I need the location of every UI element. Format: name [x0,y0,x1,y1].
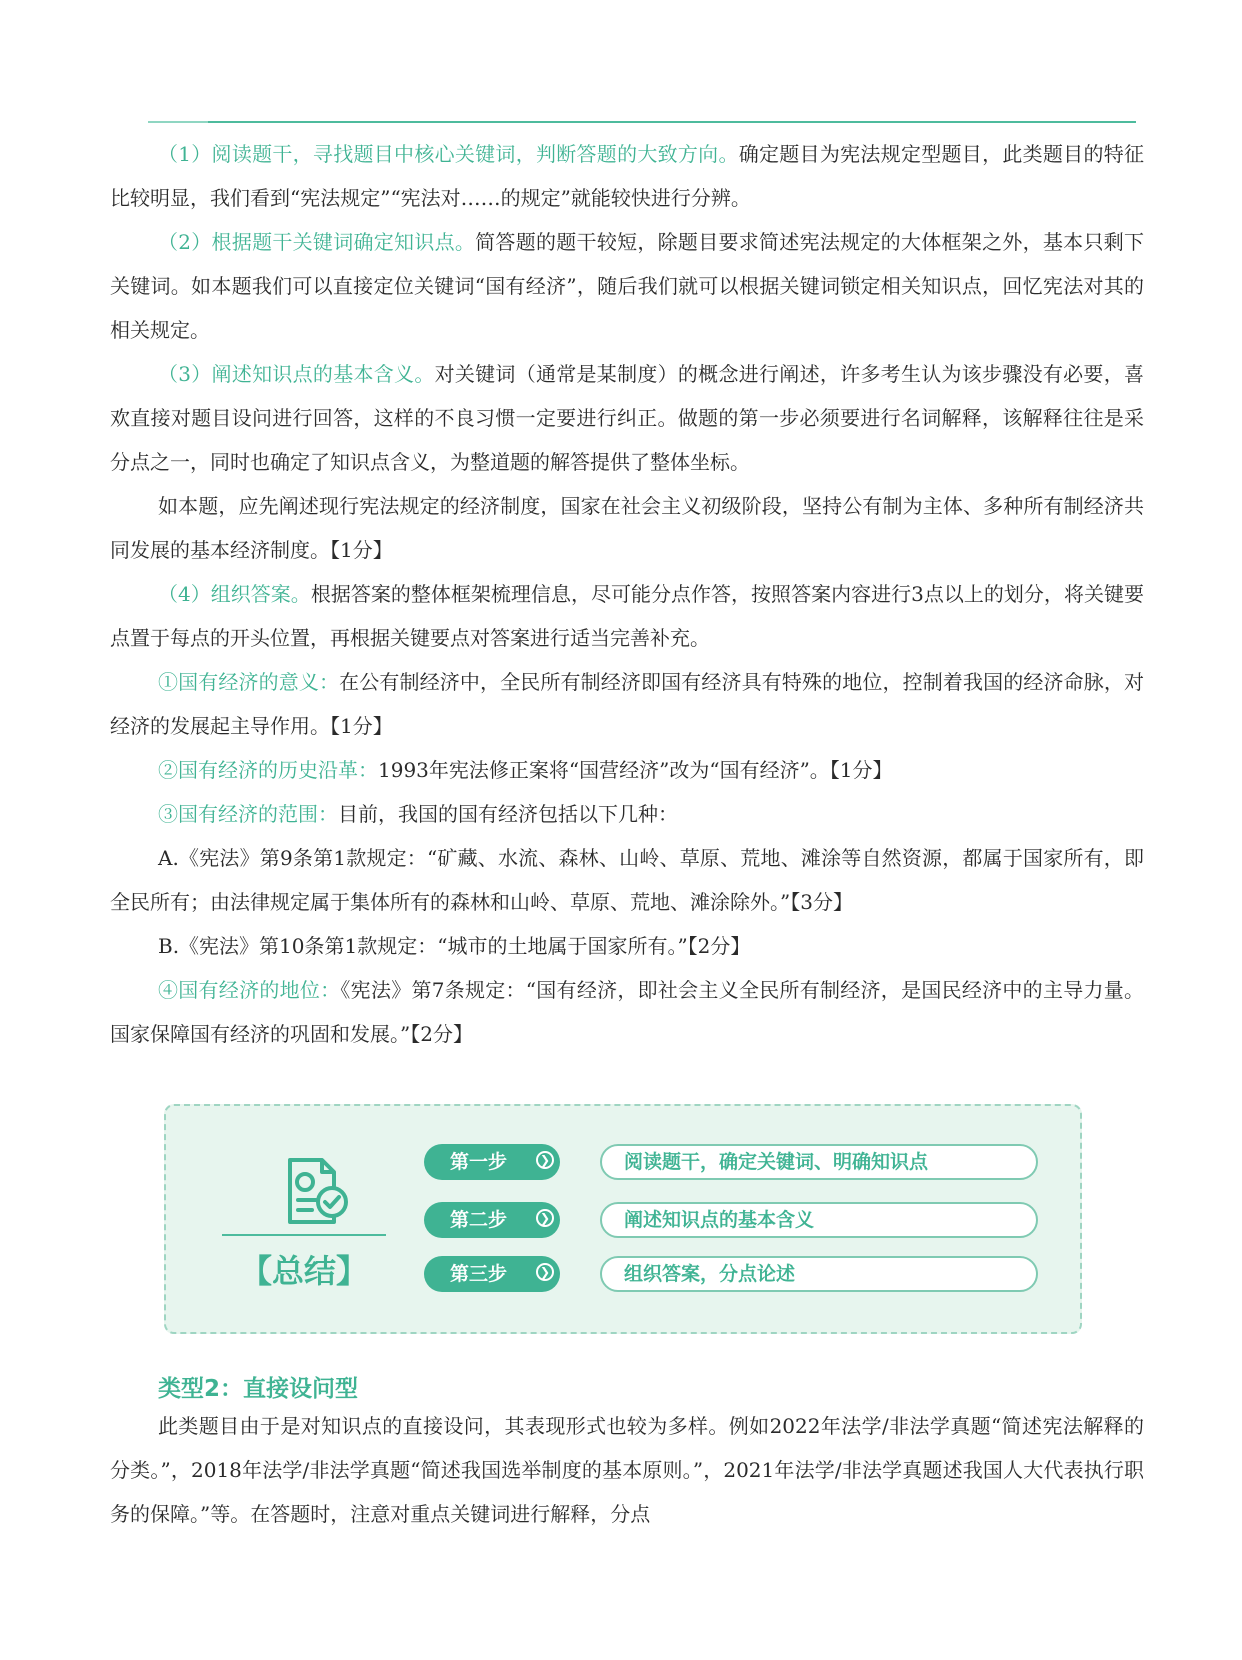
chevron-right-icon: ❯ [536,1151,554,1169]
paragraph-1 [110,132,1144,220]
paragraph-text: 根据答案的整体框架梳理信息，尽可能分点作答，按照答案内容进行3点以上的划分，将关键要点置于每点的开头位置，再根据关键要点对答案进行适当完善补充。 [110,582,1144,650]
section-paragraph: 此类题目由于是对知识点的直接设问，其表现形式也较为多样。例如2022年法学/非法学真题“简述宪法解释的分类。”，2018年法学/非法学真题“简述我国选举制度的基本原则。”，2021年法学/非法学真题述我国人大代表执行职务的保障。”等。在答题时，注意对重点关键词进行解释，分点 [110,1414,1144,1526]
section-body [110,1404,1144,1536]
paragraph-4 [110,484,1144,572]
paragraph-text: 如本题，应先阐述现行宪法规定的经济制度，国家在社会主义初级阶段，坚持公有制为主体、多种所有制经济共同发展的基本经济制度。【1分】 [110,494,1144,562]
step-2-label: 第二步 [450,1209,508,1231]
paragraph-text: 简答题的题干较短，除题目要求简述宪法规定的大体框架之外，基本只剩下关键词。如本题我们可以直接定位关键词“国有经济”，随后我们就可以根据关键词锁定相关知识点，回忆宪法对其的相关规定。 [110,230,1144,342]
paragraph-highlight: ②国有经济的历史沿革： [158,758,378,782]
paragraph-9 [110,836,1144,924]
document-clock-icon [278,1156,354,1228]
summary-panel [164,1104,1082,1334]
paragraph-highlight: （1）阅读题干，寻找题目中核心关键词，判断答题的大致方向。 [158,142,739,166]
step-1-label: 第一步 [450,1151,508,1173]
summary-title: 【总结】 [239,1252,368,1290]
step-3-pill [424,1256,560,1292]
paragraph-text: 目前，我国的国有经济包括以下几种： [338,802,678,826]
paragraph-11 [110,968,1144,1056]
paragraph-text: 在公有制经济中，全民所有制经济即国有经济具有特殊的地位，控制着我国的经济命脉，对经济的发展起主导作用。【1分】 [110,670,1144,738]
paragraph-10 [110,924,1144,968]
paragraph-6 [110,660,1144,748]
paragraph-highlight: （2）根据题干关键词确定知识点。 [158,230,476,254]
step-2-pill [424,1202,560,1238]
body-text [110,132,1144,1056]
header-rule [148,121,1136,123]
paragraph-text: B.《宪法》第10条第1款规定：“城市的土地属于国家所有。”【2分】 [158,934,751,958]
paragraph-5 [110,572,1144,660]
summary-divider [222,1234,386,1236]
step-1-text: 阅读题干，确定关键词、明确知识点 [600,1144,1038,1180]
step-2-text: 阐述知识点的基本含义 [600,1202,1038,1238]
chevron-right-icon: ❯ [536,1209,554,1227]
paragraph-highlight: （4）组织答案。 [158,582,311,606]
paragraph-7 [110,748,1144,792]
paragraph-3 [110,352,1144,484]
section-heading: 类型2：直接设问型 [158,1376,359,1402]
step-3-label: 第三步 [450,1263,508,1285]
header-rule-accent [148,121,208,123]
paragraph-highlight: （3）阐述知识点的基本含义。 [158,362,435,386]
chevron-right-icon: ❯ [536,1263,554,1281]
paragraph-2 [110,220,1144,352]
step-1-pill [424,1144,560,1180]
paragraph-text: 对关键词（通常是某制度）的概念进行阐述，许多考生认为该步骤没有必要，喜欢直接对题目设问进行回答，这样的不良习惯一定要进行纠正。做题的第一步必须要进行名词解释，该解释往往是采分点之一，同时也确定了知识点含义，为整道题的解答提供了整体坐标。 [110,362,1144,474]
paragraph-text: 《宪法》第7条规定：“国有经济，即社会主义全民所有制经济，是国民经济中的主导力量。国家保障国有经济的巩固和发展。”【2分】 [110,978,1145,1046]
paragraph-highlight: ④国有经济的地位： [158,978,341,1002]
paragraph-text: A.《宪法》第9条第1款规定：“矿藏、水流、森林、山岭、草原、荒地、滩涂等自然资源，都属于国家所有，即全民所有；由法律规定属于集体所有的森林和山岭、草原、荒地、滩涂除外。”【3分】 [110,846,1144,914]
paragraph-highlight: ③国有经济的范围： [158,802,338,826]
paragraph-highlight: ①国有经济的意义： [158,670,340,694]
paragraph-text: 1993年宪法修正案将“国营经济”改为“国有经济”。【1分】 [378,758,893,782]
paragraph-text: 确定题目为宪法规定型题目，此类题目的特征比较明显，我们看到“宪法规定”“宪法对……的规定”就能较快进行分辨。 [110,142,1145,210]
step-3-text: 组织答案，分点论述 [600,1256,1038,1292]
paragraph-8 [110,792,1144,836]
